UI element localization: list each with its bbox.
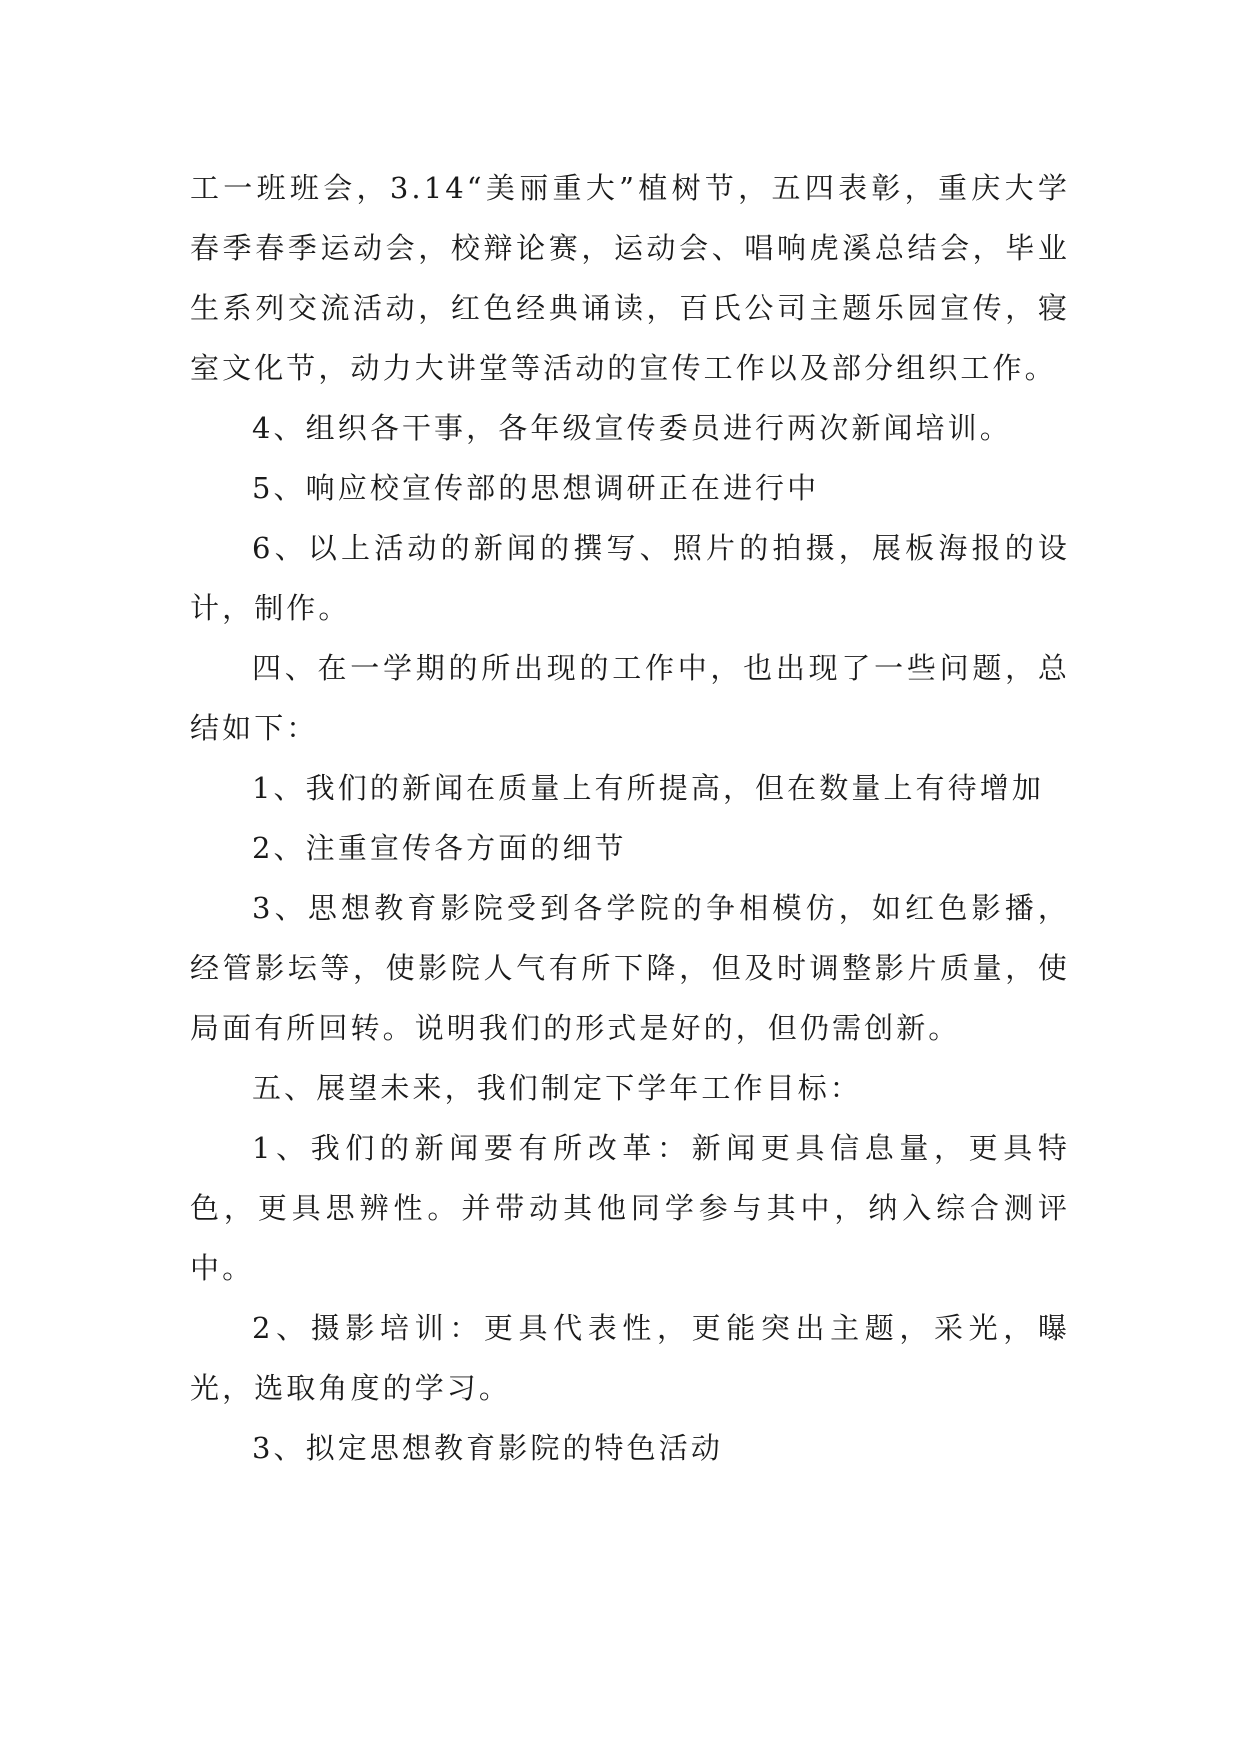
paragraph-continuation: 工一班班会，3.14“美丽重大”植树节，五四表彰，重庆大学春季春季运动会，校辩论赛，运动会、唱响虎溪总结会，毕业生系列交流活动，红色经典诵读，百氏公司主题乐园宣传，寝室文化节，动力大讲堂等活动的宣传工作以及部分组织工作。 — [190, 171, 1070, 385]
paragraph-item-5: 5、响应校宣传部的思想调研正在进行中 — [252, 471, 820, 505]
document-body — [190, 158, 1070, 1478]
section-heading-5: 五、展望未来，我们制定下学年工作目标： — [252, 1071, 862, 1105]
paragraph-problem-3: 3、思想教育影院受到各学院的争相模仿，如红色影播，经管影坛等，使影院人气有所下降，但及时调整影片质量，使局面有所回转。说明我们的形式是好的，但仍需创新。 — [190, 891, 1070, 1045]
paragraph-problem-1: 1、我们的新闻在质量上有所提高，但在数量上有待增加 — [252, 771, 1044, 805]
paragraph-goal-3: 3、拟定思想教育影院的特色活动 — [252, 1431, 723, 1465]
paragraph-goal-2: 2、摄影培训：更具代表性，更能突出主题，采光，曝光，选取角度的学习。 — [190, 1311, 1070, 1405]
paragraph-item-6: 6、以上活动的新闻的撰写、照片的拍摄，展板海报的设计，制作。 — [190, 531, 1070, 625]
paragraph-goal-1: 1、我们的新闻要有所改革：新闻更具信息量，更具特色，更具思辨性。并带动其他同学参与其中，纳入综合测评中。 — [190, 1131, 1070, 1285]
section-heading-4: 四、在一学期的所出现的工作中，也出现了一些问题，总结如下： — [190, 651, 1070, 745]
paragraph-item-4: 4、组织各干事，各年级宣传委员进行两次新闻培训。 — [252, 411, 1012, 445]
paragraph-problem-2: 2、注重宣传各方面的细节 — [252, 831, 627, 865]
